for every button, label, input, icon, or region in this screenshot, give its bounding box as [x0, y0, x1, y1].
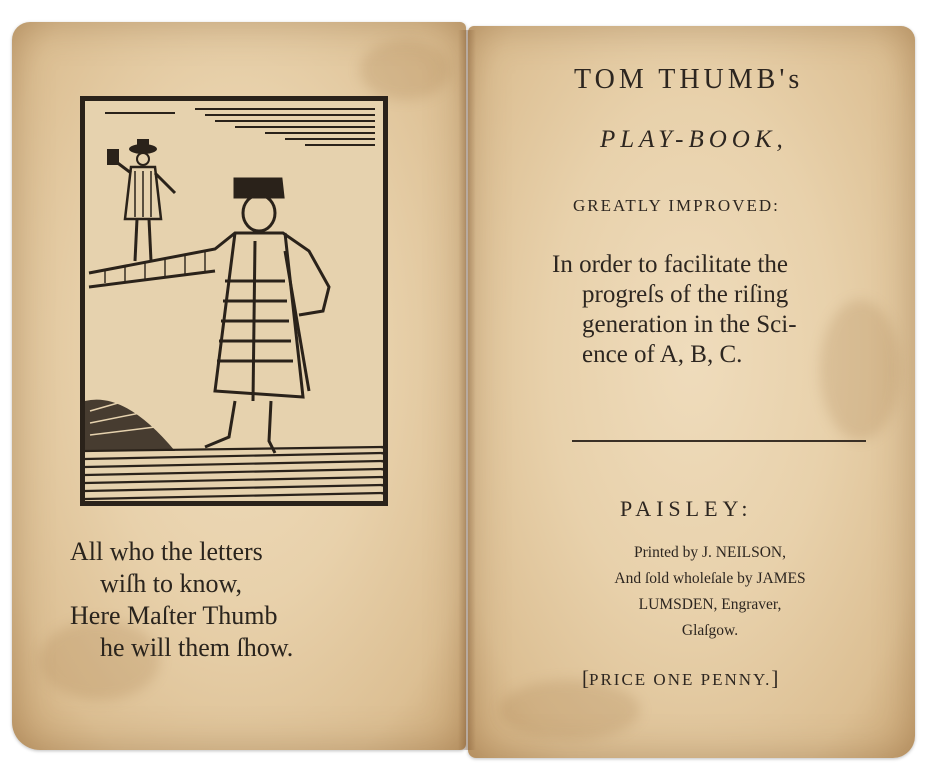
purpose-line-4: ence of A, B, C.	[582, 341, 743, 368]
imprint-line-4: Glaſgow.	[681, 622, 739, 639]
purpose-line-3: generation in the Sci-	[582, 311, 797, 338]
edition-note: GREATLY IMPROVED:	[573, 196, 780, 215]
book-title: TOM THUMB's	[574, 64, 804, 95]
price-close-bracket: ]	[771, 666, 779, 690]
price-open-bracket: [	[582, 666, 589, 690]
verse-line-1: All who the letters	[70, 537, 263, 566]
imprint-line-2: And ſold wholeſale by JAMES	[614, 570, 806, 587]
price-text: PRICE ONE PENNY.	[589, 670, 772, 689]
imprint-place: PAISLEY:	[620, 496, 753, 521]
book-subtitle: PLAY-BOOK,	[600, 126, 788, 153]
title-rule	[572, 440, 866, 442]
verse-line-3: Here Maſter Thumb	[70, 601, 278, 630]
imprint-block	[560, 540, 860, 644]
purpose-line-1: In order to facilitate the	[552, 251, 788, 278]
imprint-line-3: LUMSDEN, Engraver,	[638, 596, 782, 613]
woodcut-verse	[70, 536, 410, 664]
woodcut-illustration	[80, 96, 388, 506]
book-gutter	[458, 30, 476, 750]
paper-stain	[360, 40, 450, 100]
price-line	[582, 666, 778, 691]
verse-line-4: he will them ſhow.	[100, 633, 294, 662]
imprint-line-1: Printed by J. NEILSON,	[634, 544, 786, 561]
purpose-statement	[552, 250, 797, 370]
woodcut-figure-art	[85, 101, 383, 501]
purpose-line-2: progreſs of the riſing	[582, 281, 789, 308]
paper-stain	[820, 300, 900, 440]
verse-line-2: wiſh to know,	[100, 569, 243, 598]
